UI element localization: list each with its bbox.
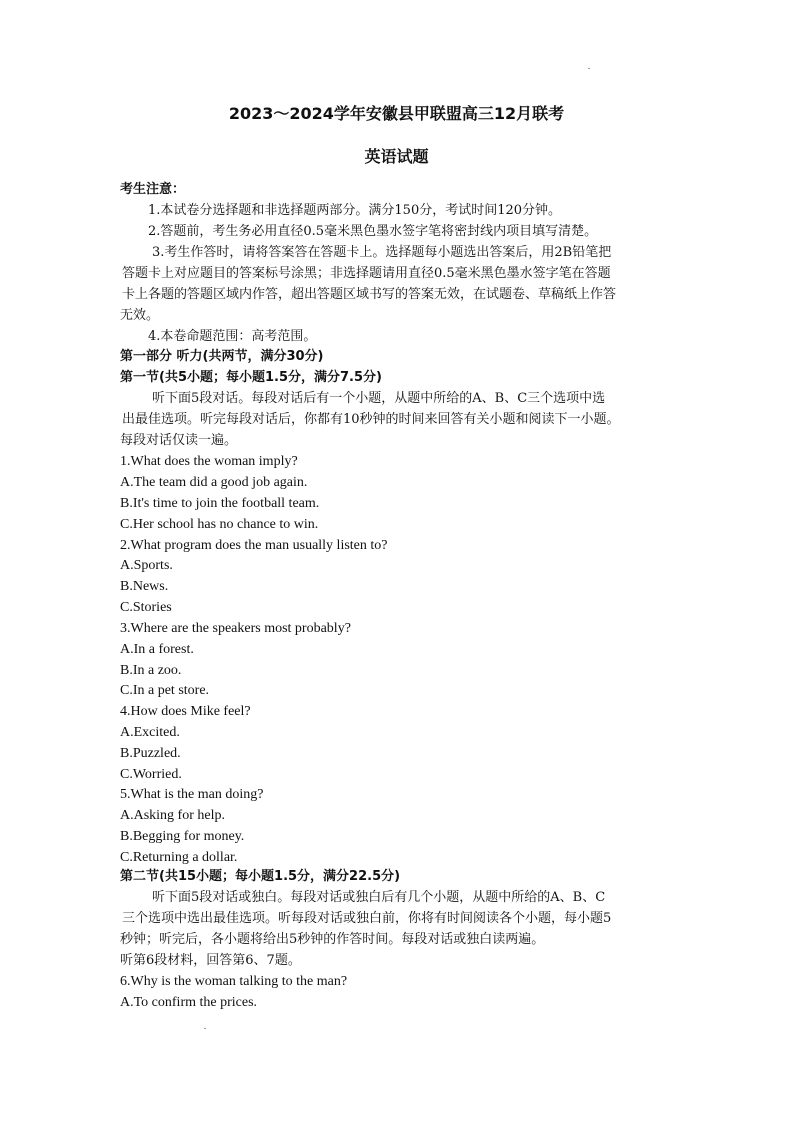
section-2-instructions-line-1: 听下面5段对话或独白。每段对话或独白后有几个小题，从题中所给的A、B、C: [152, 890, 606, 905]
notice-item-3-line-2: 答题卡上对应题目的答案标号涂黑；非选择题请用直径0.5毫米黑色墨水签字笔在答题: [122, 266, 611, 281]
question-5: 5.What is the man doing?: [120, 787, 264, 802]
question-3-option-b: B.In a zoo.: [120, 663, 182, 678]
question-5-option-a: A.Asking for help.: [120, 808, 225, 823]
question-1-option-a: A.The team did a good job again.: [120, 475, 308, 490]
notice-item-3-line-3: 卡上各题的答题区域内作答，超出答题区域书写的答案无效，在试题卷、草稿纸上作答: [122, 287, 617, 302]
question-5-option-c: C.Returning a dollar.: [120, 850, 238, 865]
section-2-instructions-line-2: 三个选项中选出最佳选项。听每段对话或独白前，你将有时间阅读各个小题，每小题5: [122, 911, 612, 926]
question-2-option-a: A.Sports.: [120, 558, 173, 573]
section-2-instructions-line-3: 秒钟；听完后，各小题将给出5秒钟的作答时间。每段对话或独白读两遍。: [120, 932, 545, 947]
notice-item-1: 1.本试卷分选择题和非选择题两部分。满分150分，考试时间120分钟。: [148, 203, 562, 218]
question-1-option-c: C.Her school has no chance to win.: [120, 517, 319, 532]
section-1-instructions-line-2: 出最佳选项。听完每段对话后，你都有10秒钟的时间来回答有关小题和阅读下一小题。: [122, 412, 620, 427]
section-2-heading: 第二节(共15小题；每小题1.5分，满分22.5分): [120, 869, 401, 884]
notice-heading: 考生注意：: [120, 182, 186, 197]
question-2-option-b: B.News.: [120, 579, 169, 594]
question-3: 3.Where are the speakers most probably?: [120, 621, 351, 636]
question-2-option-c: C.Stories: [120, 600, 172, 615]
notice-item-2: 2.答题前，考生务必用直径0.5毫米黑色墨水签字笔将密封线内项目填写清楚。: [148, 224, 598, 239]
part-1-heading: 第一部分 听力(共两节，满分30分): [120, 349, 324, 364]
question-5-option-b: B.Begging for money.: [120, 829, 245, 844]
exam-title: 2023～2024学年安徽县甲联盟高三12月联考: [228, 104, 565, 123]
question-3-option-a: A.In a forest.: [120, 642, 194, 657]
notice-item-4: 4.本卷命题范围：高考范围。: [148, 329, 317, 344]
section-1-instructions-line-3: 每段对话仅读一遍。: [120, 433, 238, 448]
scan-speck: [588, 68, 590, 69]
question-1-option-b: B.It's time to join the football team.: [120, 496, 320, 511]
exam-subtitle: 英语试题: [364, 147, 429, 166]
notice-item-3-line-4: 无效。: [120, 308, 160, 323]
material-6-note: 听第6段材料，回答第6、7题。: [120, 953, 301, 968]
question-4-option-a: A.Excited.: [120, 725, 180, 740]
question-4: 4.How does Mike feel?: [120, 704, 251, 719]
question-6-option-a: A.To confirm the prices.: [120, 995, 258, 1010]
section-1-heading: 第一节(共5小题；每小题1.5分，满分7.5分): [120, 370, 382, 385]
notice-item-3-line-1: 3.考生作答时，请将答案答在答题卡上。选择题每小题选出答案后，用2B铅笔把: [152, 245, 612, 260]
question-4-option-c: C.Worried.: [120, 767, 182, 782]
question-4-option-b: B.Puzzled.: [120, 746, 181, 761]
question-6: 6.Why is the woman talking to the man?: [120, 974, 348, 989]
section-1-instructions-line-1: 听下面5段对话。每段对话后有一个小题，从题中所给的A、B、C三个选项中选: [152, 391, 606, 406]
question-1: 1.What does the woman imply?: [120, 454, 298, 469]
scan-speck: [204, 1028, 206, 1029]
question-3-option-c: C.In a pet store.: [120, 683, 210, 698]
question-2: 2.What program does the man usually listen to?: [120, 538, 388, 553]
